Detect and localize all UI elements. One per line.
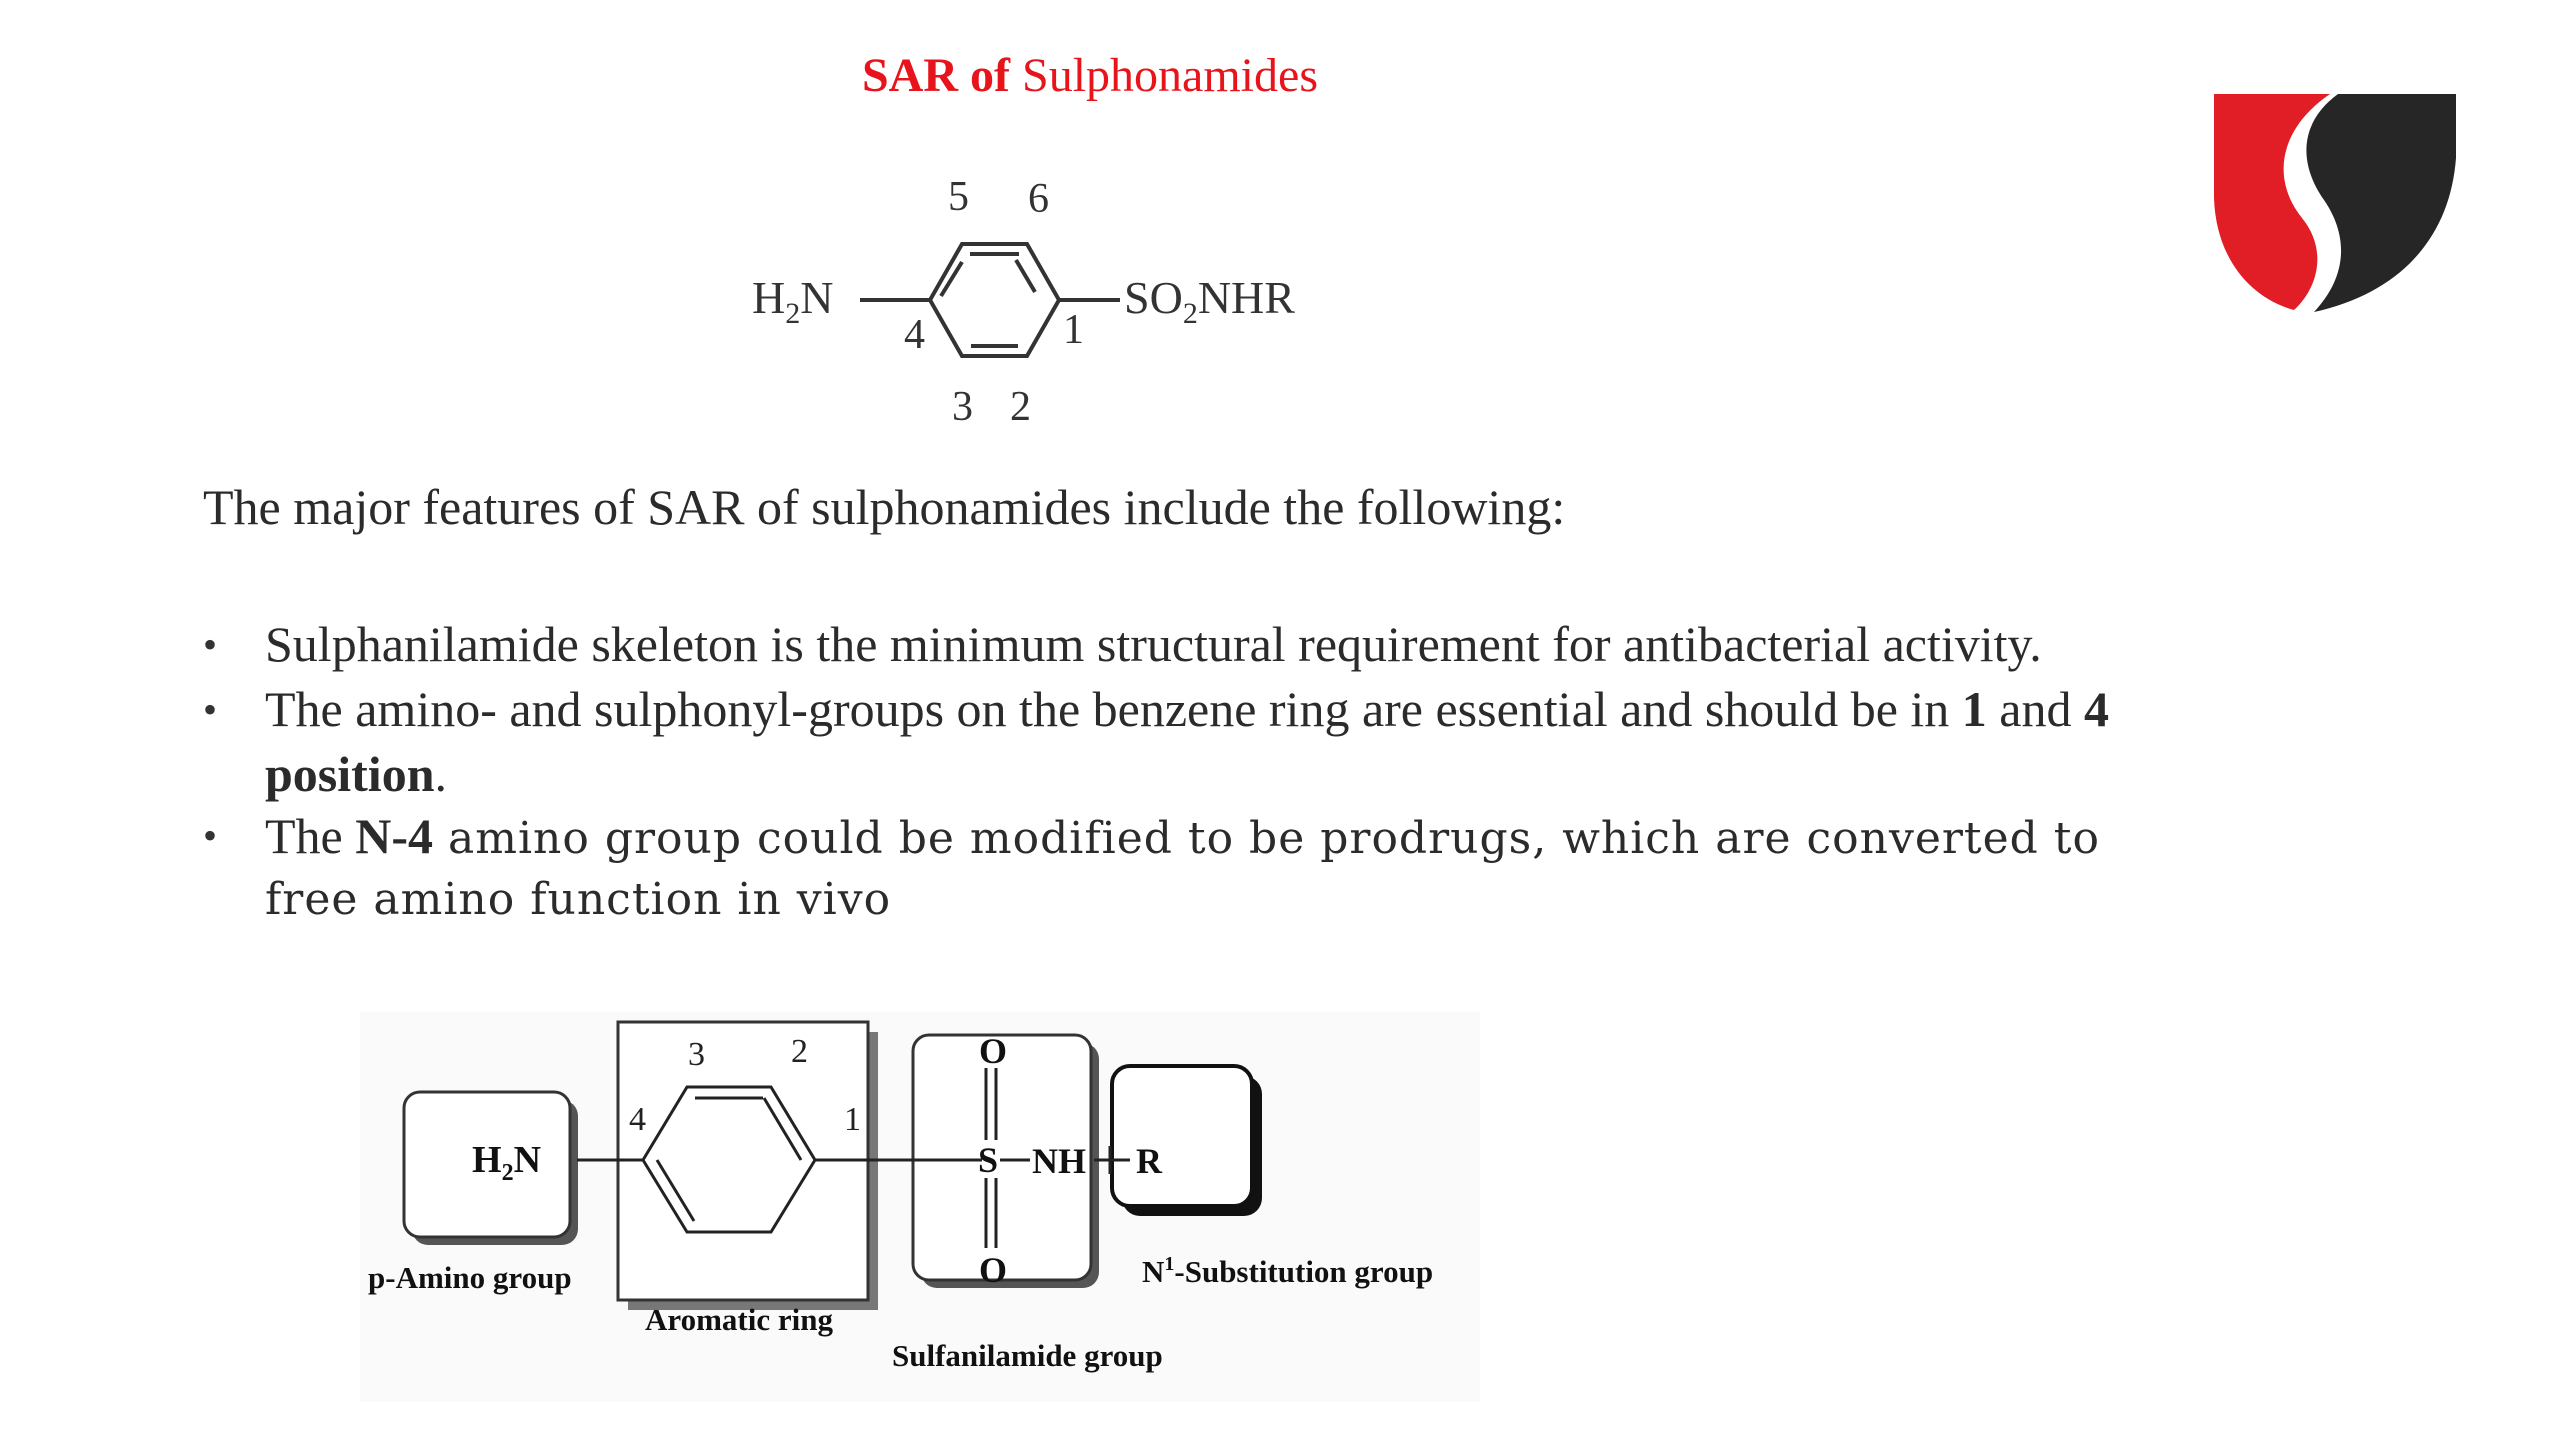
label-n1-substitution: $N^1$-Substitution group [1142,1253,1434,1289]
sulphonamide-structure [700,150,1460,450]
r-group-label: R [1136,1141,1162,1181]
amine-label: $H_2N$ [472,1139,542,1186]
ring-position-2: 2 [791,1033,808,1070]
feature-list [203,612,2163,929]
ring-position-3: 3 [688,1036,705,1073]
list-item: • The amino- and sulphonyl-groups on the benzene ring are essential and should be in 1 and 4 position. [203,677,2163,807]
amine-group-label: $H_2N$ [752,272,834,330]
nh-label: NH [1032,1141,1086,1181]
slide-title [0,48,2180,103]
list-item: • The N-4 amino group could be modified to be prodrugs, which are converted to free amino function in vivo [203,807,2163,929]
oxygen-top-label: O [979,1031,1008,1071]
position-3: 3 [952,384,973,430]
position-5: 5 [948,174,969,220]
s-shield-logo-icon [2210,88,2460,318]
position-6: 6 [1028,176,1049,222]
sulfonamide-group-label: $SO_2NHR$ [1124,272,1295,330]
intro-text: The major features of SAR of sulphonamides include the following: [203,479,1566,535]
sulfur-label: S [978,1140,999,1180]
label-sulfanilamide-group: Sulfanilamide group [892,1338,1163,1373]
list-item: • Sulphanilamide skeleton is the minimum structural requirement for antibacterial activity. [203,612,2163,677]
sulfanilamide-group-diagram [360,1012,1480,1402]
label-aromatic-ring: Aromatic ring [645,1302,833,1337]
title-bold: SAR of [861,49,1010,102]
position-1: 1 [1063,307,1084,353]
ring-position-4: 4 [629,1101,646,1138]
position-4: 4 [904,312,925,358]
label-amino-group: p-Amino group [368,1260,572,1295]
position-2: 2 [1010,384,1031,430]
title-rest: Sulphonamides [1022,49,1318,102]
oxygen-bottom-label: O [979,1250,1008,1290]
ring-position-1: 1 [844,1101,861,1138]
